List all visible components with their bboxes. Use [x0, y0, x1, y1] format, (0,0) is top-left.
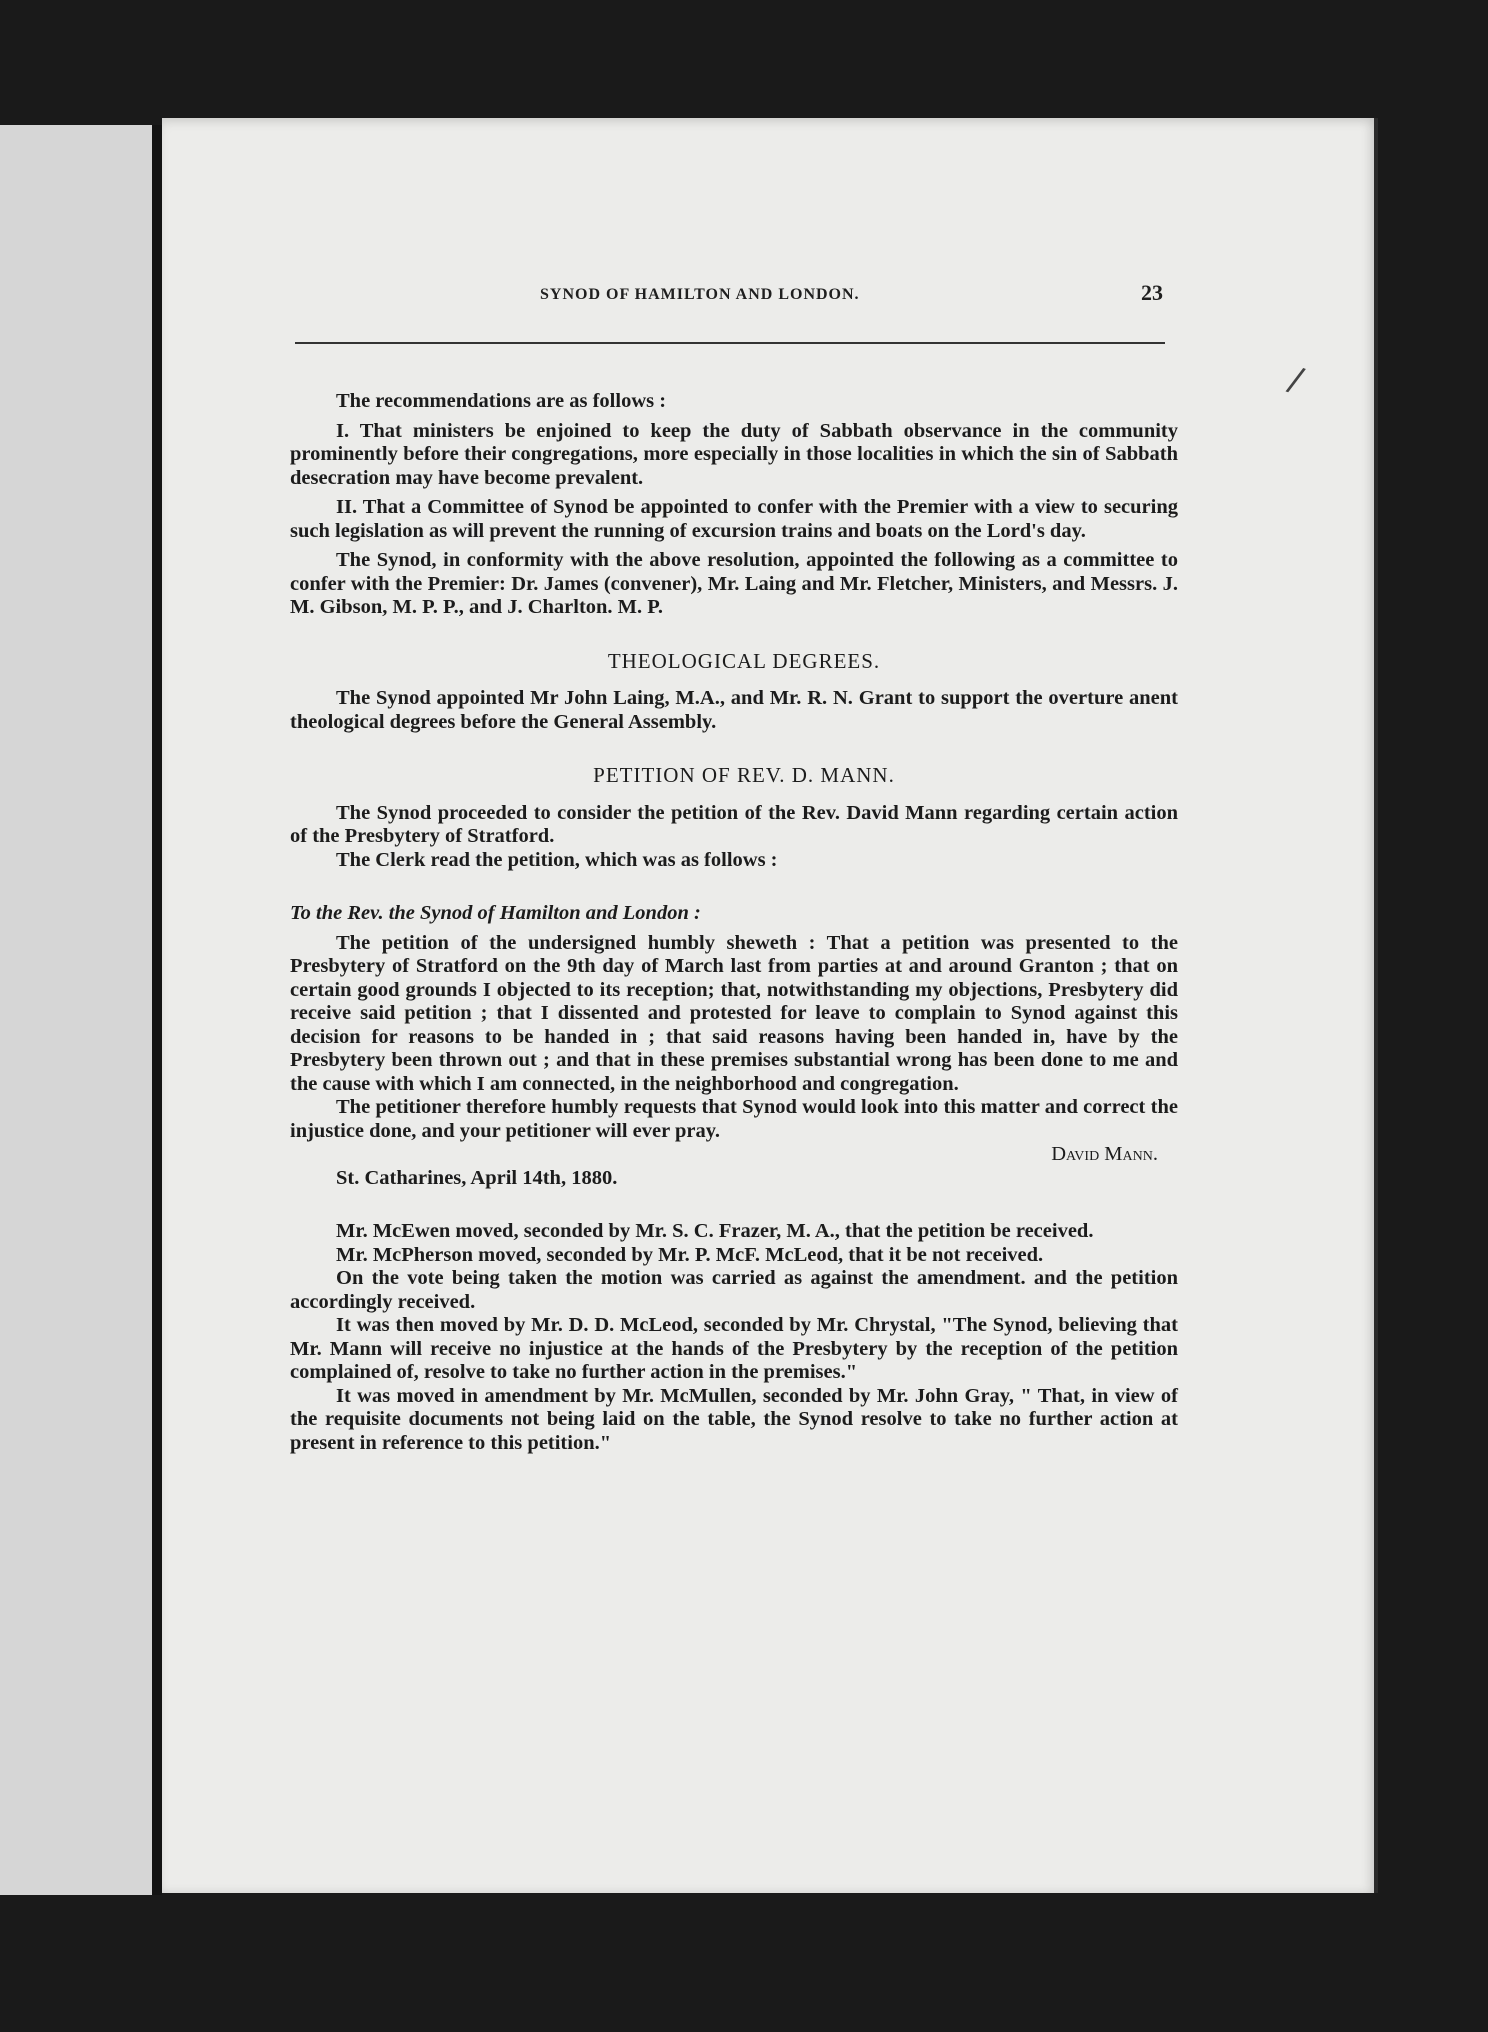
facing-page-edge — [0, 125, 152, 1895]
motion-5: It was moved in amendment by Mr. McMullen, seconded by Mr. John Gray, " That, in view of the requisite documents not being laid on the table, the Synod resolve to take no further action at present in reference to this petition." — [290, 1384, 1178, 1454]
page-number: 23 — [1141, 280, 1163, 305]
motion-1: Mr. McEwen moved, seconded by Mr. S. C. Frazer, M. A., that the petition be received. — [336, 1220, 1094, 1242]
petition-heading: PETITION OF REV. D. MANN. — [593, 763, 895, 787]
recommendations-intro: The recommendations are as follows : — [336, 390, 667, 412]
recommendation-1: I. That ministers be enjoined to keep the duty of Sabbath observance in the community prominently before their congregations, more especially in those localities in which the sin of Sabbath desecration may have become prevalent. — [290, 419, 1178, 489]
petition-body-2: The petitioner therefore humbly requests that Synod would look into this matter and correct the injustice done, and your petitioner will ever pray. — [290, 1096, 1178, 1142]
pencil-mark: / — [1283, 359, 1308, 401]
running-head: SYNOD OF HAMILTON AND LONDON. — [540, 286, 860, 303]
petition-signature: David Mann. — [1051, 1143, 1158, 1165]
motion-4: It was then moved by Mr. D. D. McLeod, seconded by Mr. Chrystal, "The Synod, believing that Mr. Mann will receive no injustice at the hands of the Presbytery by the reception of the petition complained of, resolve to take no further action in the premises." — [290, 1314, 1178, 1383]
petition-intro: The Synod proceeded to consider the petition of the Rev. David Mann regarding certain action of the Presbytery of Stratford. — [290, 801, 1178, 847]
header-rule — [295, 342, 1165, 344]
petition-place-date: St. Catharines, April 14th, 1880. — [336, 1166, 618, 1189]
theological-degrees-paragraph: The Synod appointed Mr John Laing, M.A., and Mr. R. N. Grant to support the overture anent theological degrees before the General Assembly. — [290, 687, 1178, 733]
page-body — [290, 390, 1178, 1455]
motion-2: Mr. McPherson moved, seconded by Mr. P. McF. McLeod, that it be not received. — [336, 1243, 1044, 1266]
recommendation-2: II. That a Committee of Synod be appointed to confer with the Premier with a view to securing such legislation as will prevent the running of excursion trains and boats on the Lord's day. — [290, 496, 1178, 542]
petition-salutation: To the Rev. the Synod of Hamilton and London : — [290, 902, 701, 924]
committee-paragraph: The Synod, in conformity with the above resolution, appointed the following as a committee to confer with the Premier: Dr. James (convener), Mr. Laing and Mr. Fletcher, Ministers, and Messrs. J. M. Gibson, M. P. P., and J. Charlton. M. P. — [290, 549, 1178, 618]
clerk-read: The Clerk read the petition, which was as follows : — [336, 848, 778, 871]
page-right-edge — [1374, 118, 1378, 1893]
theological-degrees-heading: THEOLOGICAL DEGREES. — [607, 648, 881, 673]
motion-3: On the vote being taken the motion was carried as against the amendment. and the petition accordingly received. — [290, 1267, 1178, 1313]
petition-body-1: The petition of the undersigned humbly sheweth : That a petition was presented to the Presbytery of Stratford on the 9th day of March last from parties at and around Granton ; that on certain good grounds I objected to its reception; that, notwithstanding my objections, Presbytery did receive said petition ; that I dissented and protested for leave to complain to Synod against this decision for reasons to be handed in ; that said reasons having been handed in, have by the Presbytery been thrown out ; and that in these premises substantial wrong has been done to me and the cause with which I am connected, in the neighborhood and congregation. — [290, 931, 1178, 1095]
book-spine — [152, 125, 162, 1895]
